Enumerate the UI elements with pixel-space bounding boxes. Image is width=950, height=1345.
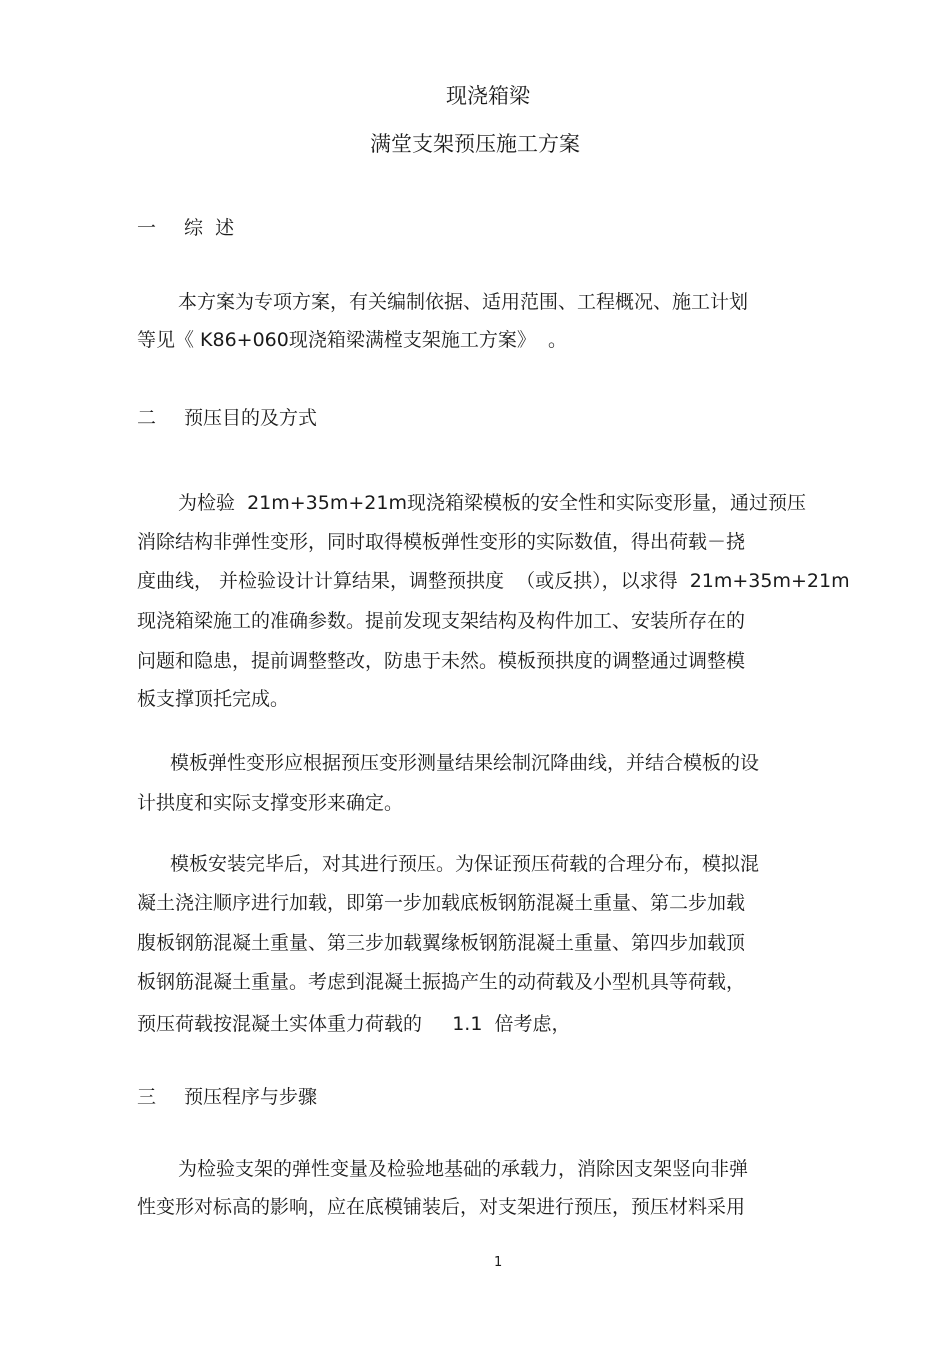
section-2-para-1-line-3: 度曲线， 并检验设计计算结果，调整预拱度 （或反拱），以求得 21m+35m+21m: [137, 570, 850, 592]
section-3-number: 三: [137, 1086, 157, 1108]
section-3-heading: 预压程序与步骤: [184, 1086, 318, 1108]
section-2-para-1-line-5: 问题和隐患，提前调整整改，防患于未然。模板预拱度的调整通过调整模: [137, 650, 746, 672]
section-2-para-3-line-4: 板钢筋混凝土重量。考虑到混凝土振捣产生的动荷载及小型机具等荷载，: [137, 971, 746, 993]
section-2-para-3-line-2: 凝土浇注顺序进行加载，即第一步加载底板钢筋混凝土重量、第二步加载: [137, 892, 746, 914]
section-2-para-1-line-2: 消除结构非弹性变形，同时取得模板弹性变形的实际数值，得出荷载－挠: [137, 531, 746, 553]
document-title-line-2: 满堂支架预压施工方案: [370, 132, 580, 156]
section-2-heading: 预压目的及方式: [184, 407, 318, 429]
section-2-para-3-line-1: 模板安装完毕后，对其进行预压。为保证预压荷载的合理分布，模拟混: [170, 853, 760, 875]
page-number: 1: [494, 1255, 503, 1270]
section-2-para-3-line-3: 腹板钢筋混凝土重量、第三步加载翼缘板钢筋混凝土重量、第四步加载顶: [137, 932, 746, 954]
section-2-para-2-line-2: 计拱度和实际支撑变形来确定。: [137, 792, 404, 814]
document-title-line-1: 现浇箱梁: [446, 84, 530, 108]
section-1-heading: 综 述: [184, 217, 235, 239]
section-2-para-2-line-1: 模板弹性变形应根据预压变形测量结果绘制沉降曲线，并结合模板的设: [170, 752, 760, 774]
section-1-number: 一: [137, 217, 157, 239]
section-1-para-1-line-1: 本方案为专项方案，有关编制依据、适用范围、工程概况、施工计划: [178, 291, 749, 313]
section-2-para-3-line-5: 预压荷载按混凝土实体重力荷载的 1.1 倍考虑，: [137, 1013, 571, 1035]
section-3-para-1-line-1: 为检验支架的弹性变量及检验地基础的承载力，消除因支架竖向非弹: [178, 1158, 749, 1180]
section-2-para-1-line-6: 板支撑顶托完成。: [137, 688, 290, 710]
section-1-para-1-line-2: 等见《 K86+060现浇箱梁满樘支架施工方案》 。: [137, 329, 567, 351]
section-3-para-1-line-2: 性变形对标高的影响，应在底模铺装后，对支架进行预压，预压材料采用: [137, 1196, 746, 1218]
section-2-para-1-line-1: 为检验 21m+35m+21m现浇箱梁模板的安全性和实际变形量，通过预压: [178, 492, 806, 514]
section-2-number: 二: [137, 407, 157, 429]
section-2-para-1-line-4: 现浇箱梁施工的准确参数。提前发现支架结构及构件加工、安装所存在的: [137, 610, 746, 632]
